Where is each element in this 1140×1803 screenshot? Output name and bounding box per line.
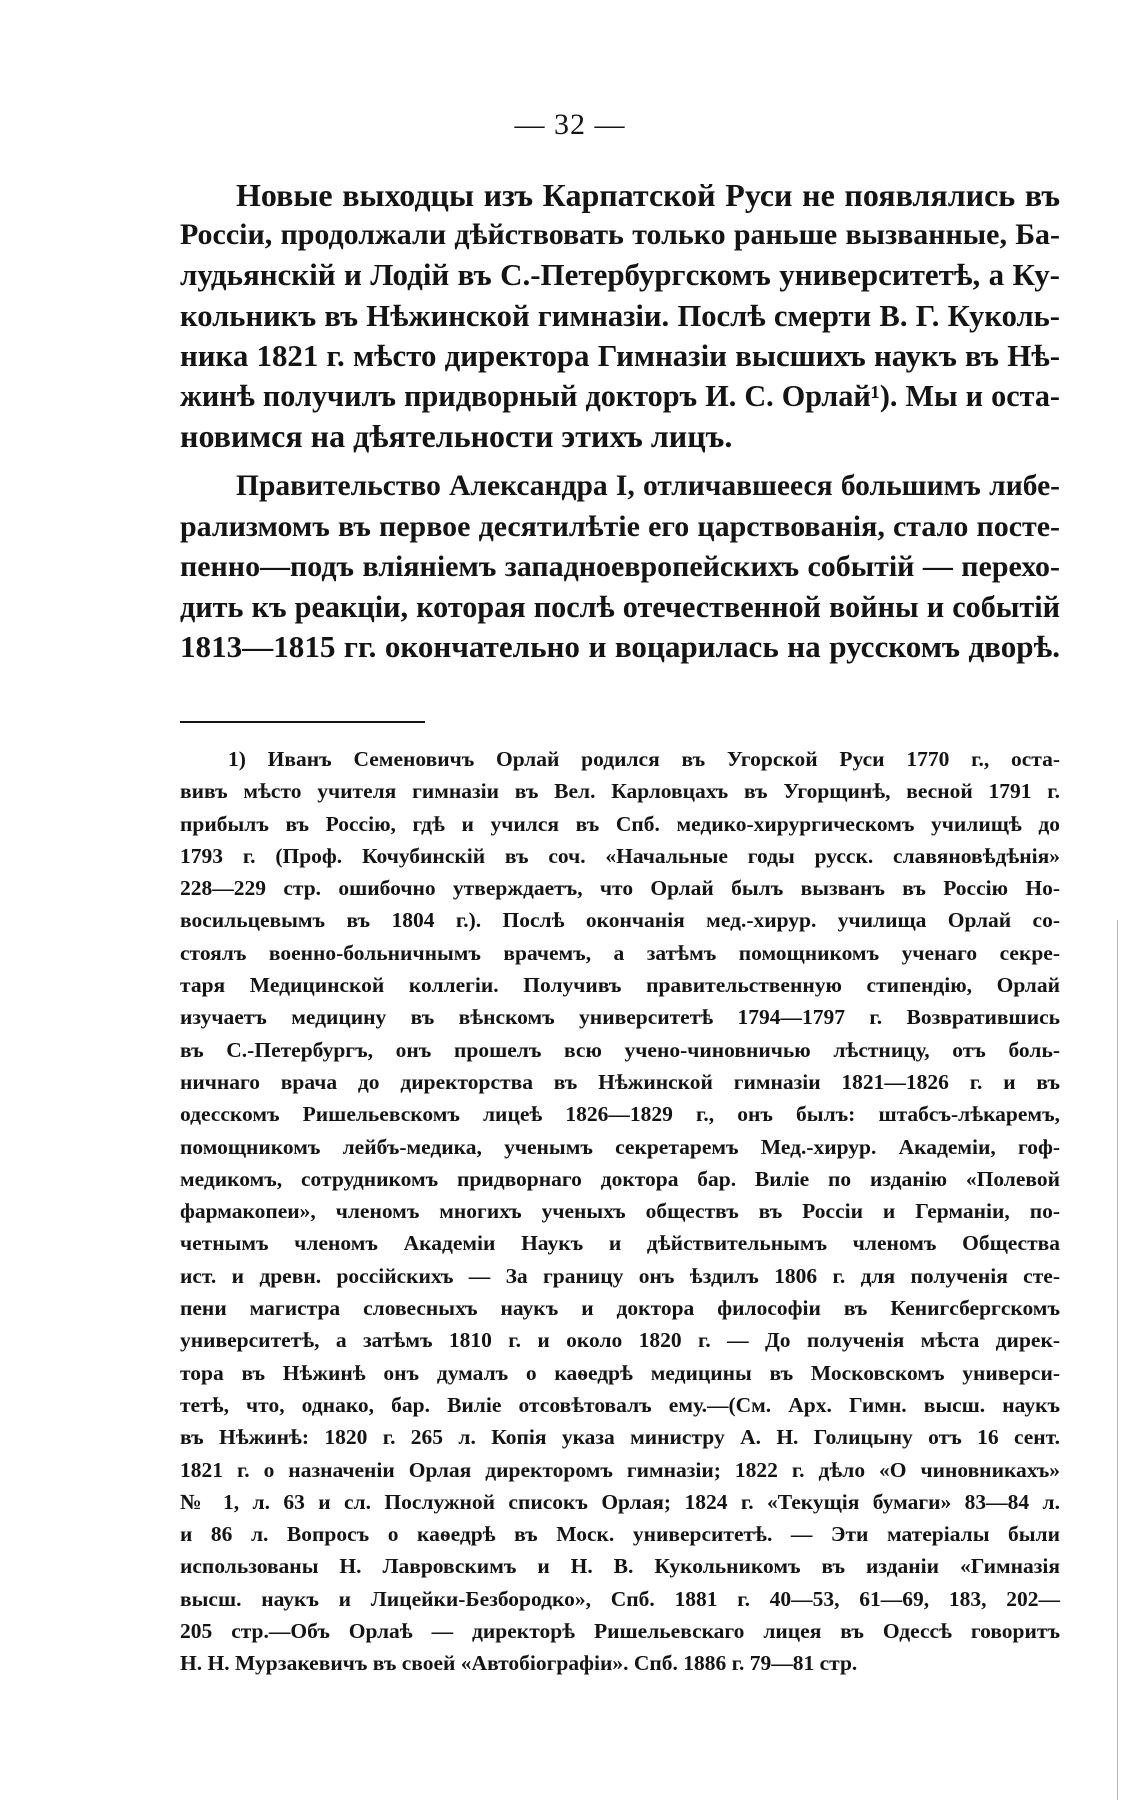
footnote-line: 228—229 стр. ошибочно утверждаетъ, что Орлай былъ вызванъ въ Россію Но- bbox=[180, 876, 1060, 901]
footnote-line: 1) Иванъ Семеновичъ Орлай родился въ Угорской Руси 1770 г., оста- bbox=[228, 747, 1060, 771]
text-line: рализмомъ въ первое десятилѣтіе его царствованія, стало посте- bbox=[180, 509, 1060, 543]
footnote-line: 205 стр.—Объ Орлаѣ — директорѣ Ришельевскаго лицея въ Одессѣ говоритъ bbox=[180, 1619, 1060, 1644]
footnote-line: фармакопеи», членомъ многихъ ученыхъ обществъ въ Россіи и Германіи, по- bbox=[180, 1199, 1060, 1224]
page-number: — 32 — bbox=[514, 108, 626, 141]
footnote-line: четнымъ членомъ Академіи Наукъ и дѣйствительнымъ членомъ Общества bbox=[180, 1231, 1060, 1256]
footnote-line: изучаетъ медицину въ вѣнскомъ университетѣ 1794—1797 г. Возвратившись bbox=[180, 1005, 1060, 1030]
footnote-line: въ С.-Петербургъ, онъ прошелъ всю учено-чиновничью лѣстницу, отъ боль- bbox=[180, 1037, 1060, 1062]
text-line: 1813—1815 гг. окончательно и воцарилась на русскомъ дворѣ. bbox=[180, 629, 1060, 665]
footnote-line: использованы Н. Лавровскимъ и Н. В. Кукольникомъ въ изданіи «Гимназія bbox=[180, 1554, 1060, 1579]
footnote-divider bbox=[180, 721, 425, 723]
footnote-line: № 1, л. 63 и сл. Послужной списокъ Орлая; 1824 г. «Текущія бумаги» 83—84 л. bbox=[180, 1489, 1060, 1514]
footnote-line: университетѣ, а затѣмъ 1810 г. и около 1820 г. — До полученія мѣста дирек- bbox=[180, 1328, 1060, 1353]
footnote-line: 1793 г. (Проф. Кочубинскій въ соч. «Начальные годы русск. славяновѣдѣнія» bbox=[180, 843, 1060, 868]
footnote bbox=[180, 743, 1060, 1680]
footnote-line: пени магистра словесныхъ наукъ и доктора философіи въ Кенигсбергскомъ bbox=[180, 1296, 1060, 1321]
footnote-line: таря Медицинской коллегіи. Получивъ правительственную стипендію, Орлай bbox=[180, 973, 1060, 998]
paragraph bbox=[180, 466, 1060, 667]
text-line: жинѣ получилъ придворный докторъ И. С. Орлай¹). Мы и оста- bbox=[180, 379, 1060, 414]
footnote-line: вивъ мѣсто учителя гимназіи въ Вел. Карловцахъ въ Угорщинѣ, весной 1791 г. bbox=[180, 779, 1060, 804]
footnote-line: ист. и древн. россійскихъ — За границу онъ ѣздилъ 1806 г. для полученія сте- bbox=[180, 1263, 1060, 1288]
footnote-line: Н. Н. Мурзакевичъ въ своей «Автобіографіи». Спб. 1886 г. 79—81 стр. bbox=[180, 1651, 858, 1676]
footnote-line: ничнаго врача до директорства въ Нѣжинской гимназіи 1821—1826 г. и въ bbox=[180, 1069, 1060, 1094]
text-line: лудьянскій и Лодій въ С.-Петербургскомъ университетѣ, а Ку- bbox=[180, 257, 1060, 293]
footnote-line: одесскомъ Ришельевскомъ лицеѣ 1826—1829 г., онъ былъ: штабсъ-лѣкаремъ, bbox=[180, 1102, 1060, 1127]
footnote-line: тетѣ, что, однако, бар. Виліе отсовѣтовалъ ему.—(См. Арх. Гимн. высш. наукъ bbox=[180, 1392, 1060, 1417]
text-line: кольникъ въ Нѣжинской гимназіи. Послѣ смерти В. Г. Куколь- bbox=[180, 298, 1060, 333]
scan-margin-line bbox=[1117, 920, 1118, 1800]
footnote-line: высш. наукъ и Лицейки-Безбородко», Спб. 1881 г. 40—53, 61—69, 183, 202— bbox=[180, 1586, 1060, 1611]
text-line: дить къ реакціи, которая послѣ отечественной войны и событій bbox=[180, 590, 1060, 625]
text-line: Россіи, продолжали дѣйствовать только раньше вызванные, Ба- bbox=[180, 218, 1060, 252]
text-line: Новые выходцы изъ Карпатской Руси не появлялись въ bbox=[236, 177, 1060, 213]
paragraph bbox=[180, 175, 1060, 456]
footnote-line: въ Нѣжинѣ: 1820 г. 265 л. Копія указа министру А. Н. Голицыну отъ 16 сент. bbox=[180, 1425, 1060, 1450]
text-line: ника 1821 г. мѣсто директора Гимназіи высшихъ наукъ въ Нѣ- bbox=[180, 337, 1060, 373]
footnote-line: стоялъ военно-больничнымъ врачемъ, а затѣмъ помощникомъ ученаго секре- bbox=[180, 940, 1060, 965]
main-text bbox=[180, 175, 1060, 667]
footnote-line: медикомъ, сотрудникомъ придворнаго доктора бар. Виліе по изданію «Полевой bbox=[180, 1166, 1060, 1191]
footnote-line: тора въ Нѣжинѣ онъ думалъ о каѳедрѣ медицины въ Московскомъ универси- bbox=[180, 1360, 1060, 1385]
footnote-line: помощникомъ лейбъ-медика, ученымъ секретаремъ Мед.-хирур. Академіи, гоф- bbox=[180, 1134, 1060, 1159]
text-line: пенно—подъ вліяніемъ западноевропейскихъ событій — перехо- bbox=[180, 549, 1060, 583]
footnote-line: и 86 л. Вопросъ о каѳедрѣ въ Моск. университетѣ. — Эти матеріалы были bbox=[180, 1522, 1060, 1547]
footnote-line: 1821 г. о назначеніи Орлая директоромъ гимназіи; 1822 г. дѣло «О чиновникахъ» bbox=[180, 1457, 1060, 1482]
footnote-line: восильцевымъ въ 1804 г.). Послѣ окончанія мед.-хирур. училища Орлай со- bbox=[180, 908, 1060, 933]
footnote-line: прибылъ въ Россію, гдѣ и учился въ Спб. медико-хирургическомъ училищѣ до bbox=[180, 811, 1060, 836]
text-line: новимся на дѣятельности этихъ лицъ. bbox=[180, 418, 733, 455]
text-line: Правительство Александра I, отличавшееся большимъ либе- bbox=[236, 470, 1060, 503]
